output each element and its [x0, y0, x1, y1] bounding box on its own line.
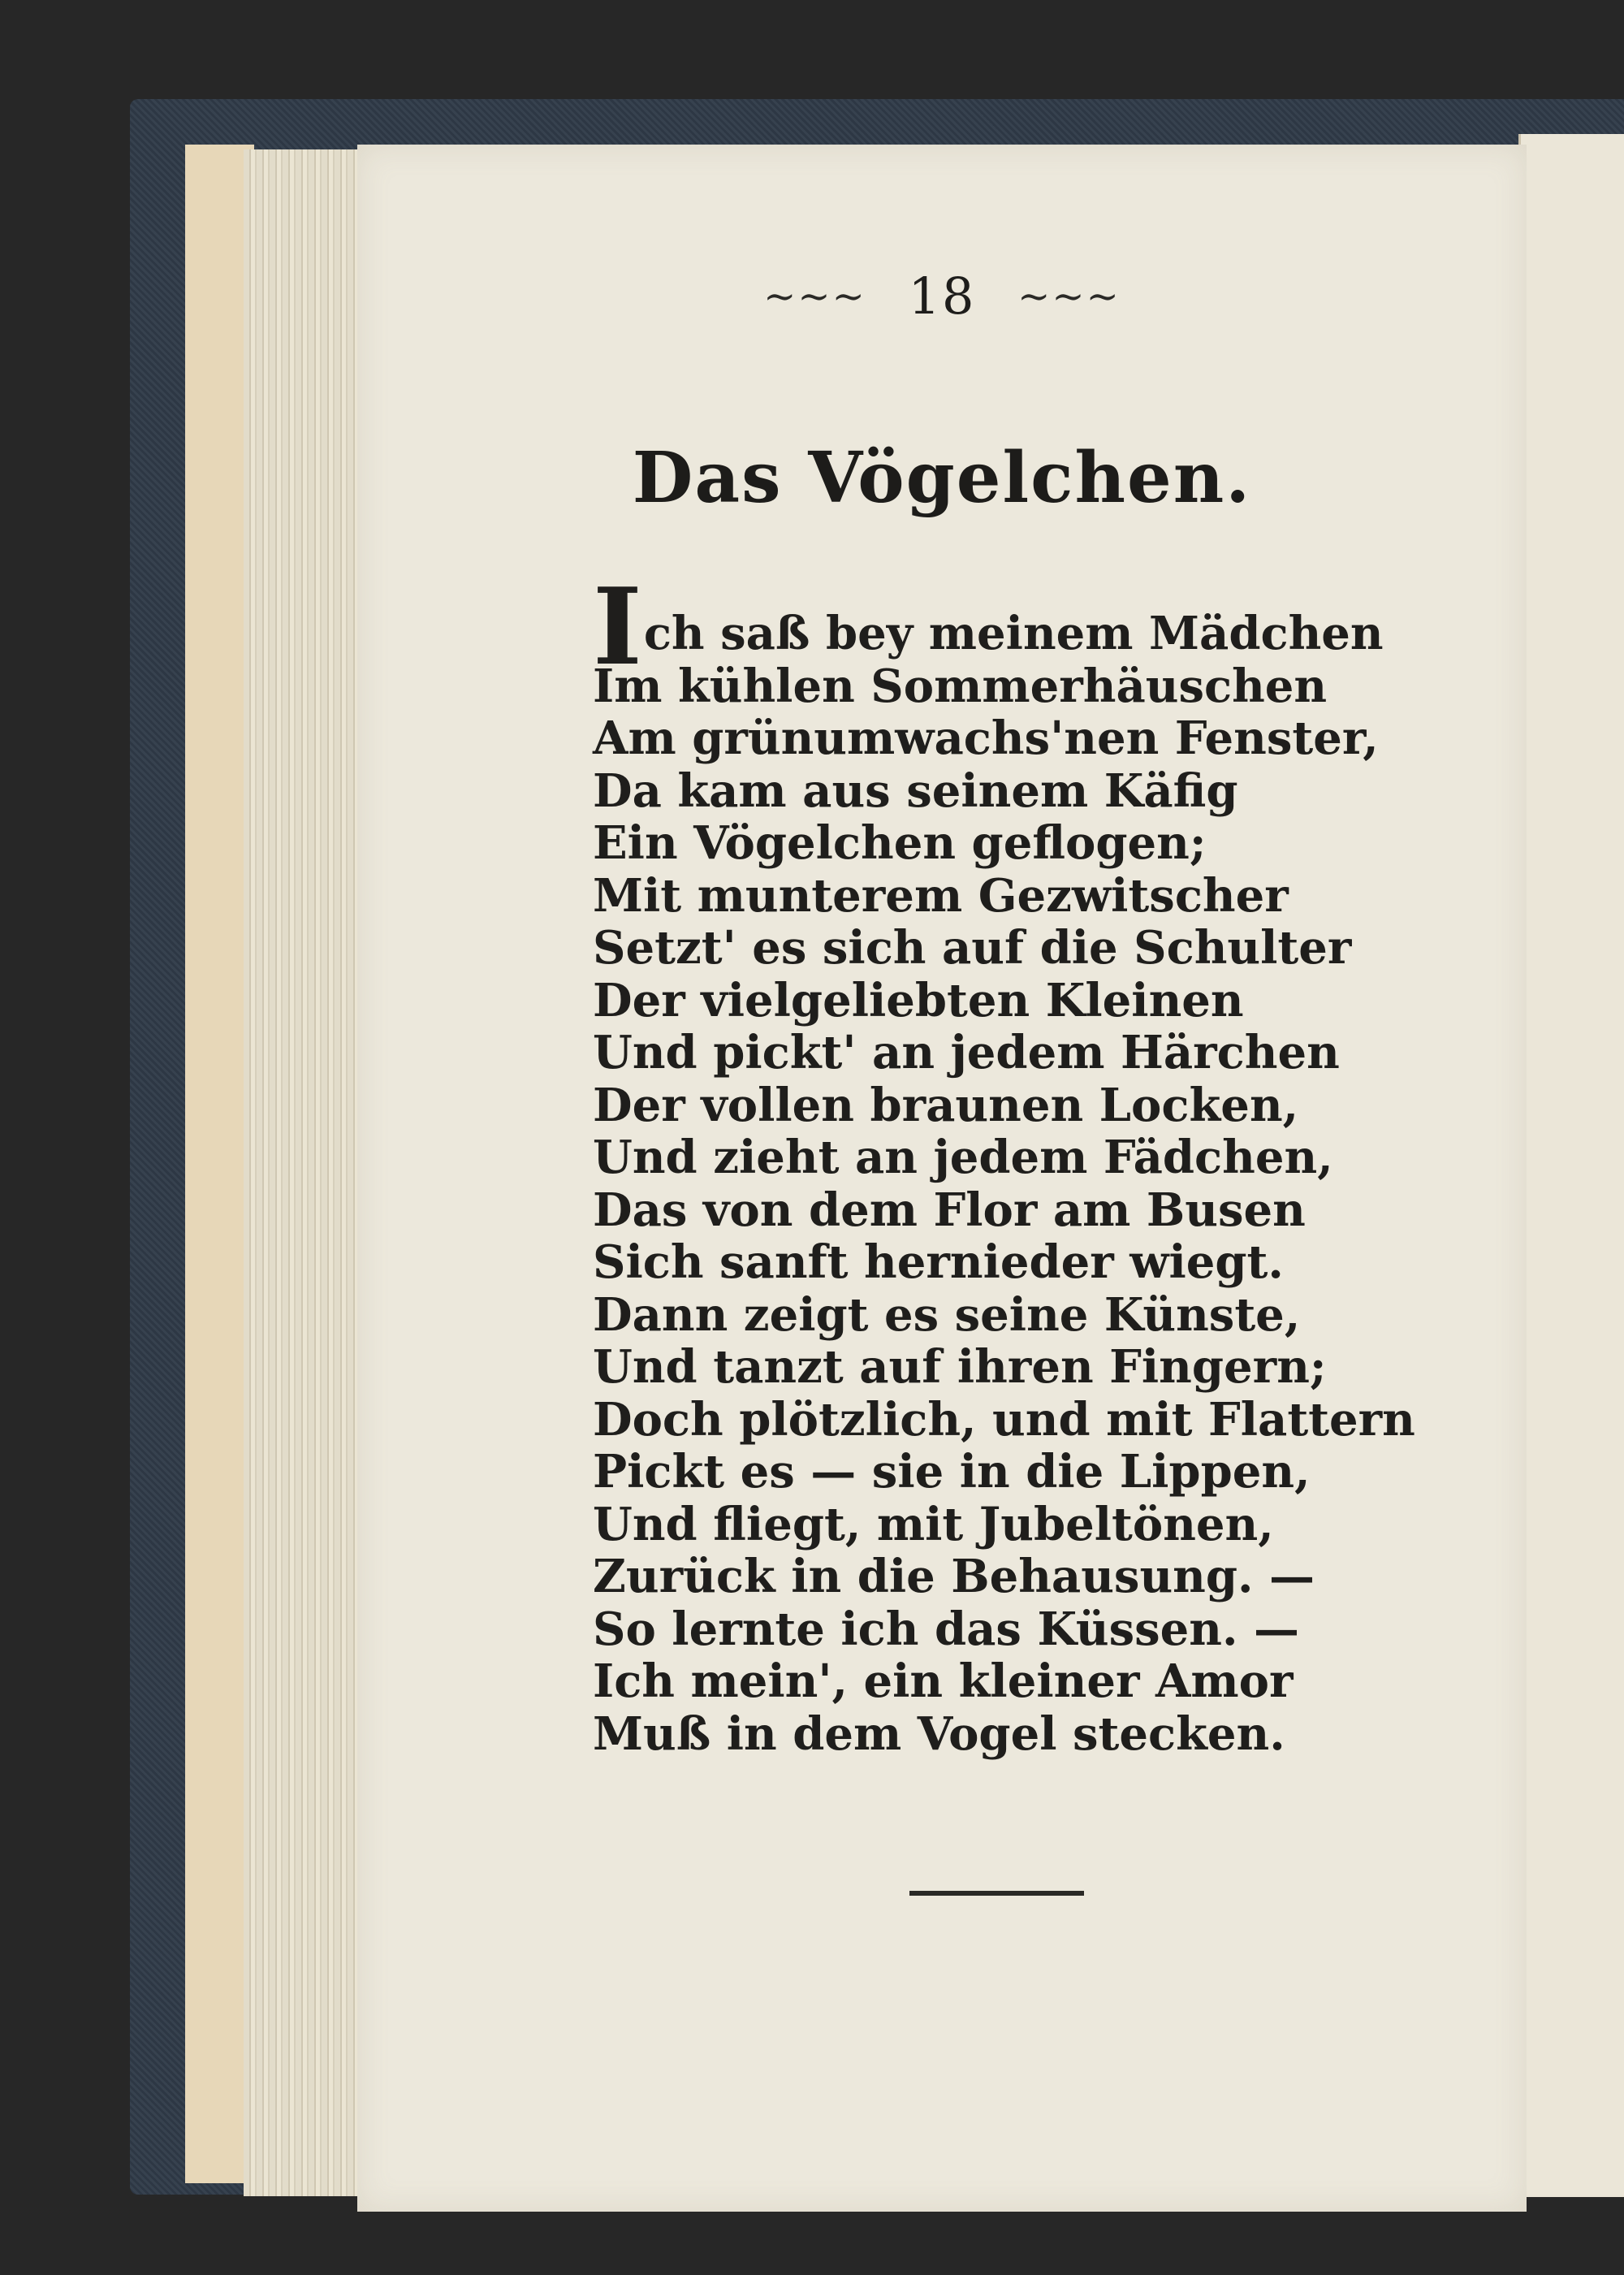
poem-line: Setzt' es sich auf die Schulter — [593, 921, 1352, 975]
poem-line: Das von dem Flor am Busen — [593, 1183, 1306, 1237]
facing-page-edge — [1518, 134, 1624, 2197]
page-header — [357, 262, 1527, 326]
ornament-left: ∼∼∼ — [763, 273, 866, 319]
poem-line: Pickt es — sie in die Lippen, — [593, 1445, 1311, 1499]
closing-rule — [909, 1891, 1084, 1896]
poem-line-text: ch saß bey meinem Mädchen — [643, 607, 1384, 660]
drop-initial: I — [593, 564, 642, 689]
poem-line: Dann zeigt es seine Künste, — [593, 1287, 1301, 1342]
poem-line: Sich sanft hernieder wiegt. — [593, 1235, 1284, 1289]
poem-line: Am grünumwachs'nen Fenster, — [593, 711, 1379, 765]
poem-line: Der vollen braunen Locken, — [593, 1078, 1299, 1132]
poem-line: Da kam aus seinem Käfig — [593, 763, 1238, 818]
poem-line: Und zieht an jedem Fädchen, — [593, 1131, 1333, 1184]
poem-line: Doch plötzlich, und mit Flattern — [593, 1392, 1415, 1447]
page-number: 18 — [908, 266, 976, 327]
poem-line: Mit munterem Gezwitscher — [593, 868, 1289, 923]
poem-line: Ich mein', ein kleiner Amor — [593, 1654, 1294, 1708]
ornament-right: ∼∼∼ — [1017, 273, 1121, 319]
poem-line: Im kühlen Sommerhäuschen — [593, 659, 1328, 713]
book-page — [357, 145, 1527, 2212]
poem-line: Muß in dem Vogel stecken. — [593, 1706, 1285, 1761]
poem-line: Und tanzt auf ihren Fingern; — [593, 1340, 1327, 1394]
poem-body — [593, 564, 1502, 1761]
poem-line: Und pickt' an jedem Härchen — [593, 1026, 1340, 1079]
poem-line: Der vielgeliebten Kleinen — [593, 973, 1244, 1027]
poem-title: Das Vögelchen. — [632, 437, 1252, 519]
poem-line: Und fliegt, mit Jubeltönen, — [593, 1497, 1274, 1551]
page-edges — [244, 149, 365, 2196]
poem-line: Ein Vögelchen geflogen; — [593, 816, 1207, 870]
poem-line: Zurück in die Behausung. — — [593, 1550, 1315, 1603]
poem-line: So lernte ich das Küssen. — — [593, 1602, 1299, 1656]
